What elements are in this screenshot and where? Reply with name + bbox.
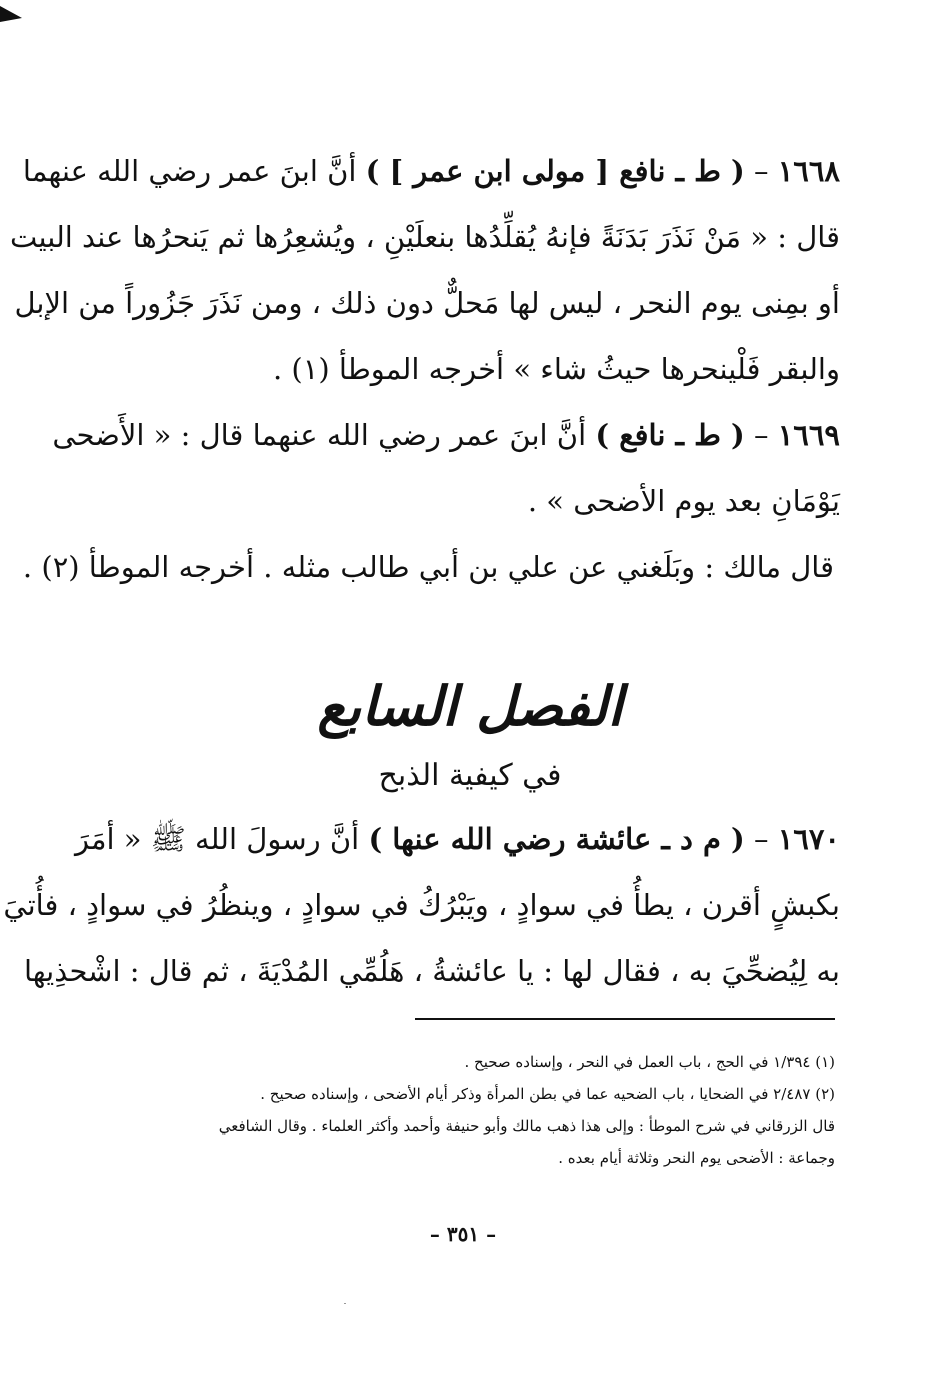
footnote-2-continued: قال الزرقاني في شرح الموطأ : وإلى هذا ذهب مالك وأبو حنيفة وأحمد وأكثر العلماء . وقال الشافعي <box>218 1117 835 1135</box>
corner-mark <box>0 6 22 22</box>
hadith-1668-line-2: قال : « مَنْ نَذَرَ بَدَنَةً فإنهُ يُقلِّدُها بنعلَيْنِ ، ويُشعِرُها ثم يَنحرُها عند البيت <box>9 220 840 254</box>
hadith-1668-line-4: والبقر فَلْينحرها حيثُ شاء » أخرجه الموطأ (١) . <box>272 352 840 386</box>
hadith-text: أنَّ رسولَ الله ﷺ « أمَرَ <box>75 822 360 856</box>
dash: – <box>744 418 769 452</box>
hadith-source: ( ط ـ نافع ) <box>595 418 745 452</box>
page-number: – ٣٥١ – <box>429 1222 497 1246</box>
hadith-source: ( م د ـ عائشة رضي الله عنها ) <box>368 822 745 856</box>
hadith-source: ( ط ـ نافع [ مولى ابن عمر ] ) <box>365 154 745 188</box>
hadith-number: ١٦٦٨ <box>777 154 840 188</box>
main-text <box>3 138 840 1004</box>
footnote-divider <box>415 1018 835 1020</box>
hadith-1670-line-3: به لِيُضحِّيَ به ، فقال لها : يا عائشةُ ، هَلُمِّي المُدْيَةَ ، ثم قال : اشْحذِيها <box>23 954 840 988</box>
footnote-2-end: وجماعة : الأضحى يوم النحر وثلاثة أيام بعده . <box>558 1149 835 1167</box>
section-subtitle: في كيفية الذبح <box>378 758 562 793</box>
hadith-1670-line-2: بكبشٍ أقرن ، يطأُ في سوادٍ ، ويَبْرُكُ في سوادٍ ، وينظُرُ في سوادٍ ، فأُتيَ <box>3 888 840 922</box>
footnotes <box>120 1046 835 1174</box>
hadith-1669-line-2: يَوْمَانِ بعد يوم الأضحى » . <box>527 484 840 518</box>
footnote-2: (٢) ٢/٤٨٧ في الضحايا ، باب الضحيه عما في بطن المرأة وذكر أيام الأضحى ، وإسناده صحيح . <box>260 1085 835 1103</box>
footnote-1: (١) ١/٣٩٤ في الحج ، باب العمل في النحر ، وإسناده صحيح . <box>464 1053 835 1071</box>
hadith-text: أنَّ ابنَ عمر رضي الله عنهما قال : « الأَضحى <box>52 418 587 452</box>
hadith-number: ١٦٧٠ <box>777 822 840 856</box>
hadith-1668-line-1 <box>22 138 840 204</box>
hadith-1669-line-1 <box>52 402 840 468</box>
dash: – <box>744 154 769 188</box>
hadith-number: ١٦٦٩ <box>777 418 840 452</box>
speck <box>344 1303 346 1304</box>
dash: – <box>744 822 769 856</box>
hadith-text: أنَّ ابنَ عمر رضي الله عنهما <box>22 154 357 188</box>
section-title: الفصل السابع <box>317 674 623 738</box>
hadith-1670-line-1 <box>75 806 840 872</box>
hadith-1669-line-3: قال مالك : وبَلَغني عن علي بن أبي طالب مثله . أخرجه الموطأ (٢) . <box>22 550 834 584</box>
hadith-1668-line-3: أو بمِنى يوم النحر ، ليس لها مَحلٌّ دون ذلك ، ومن نَذَرَ جَزُوراً من الإبل <box>14 286 840 320</box>
